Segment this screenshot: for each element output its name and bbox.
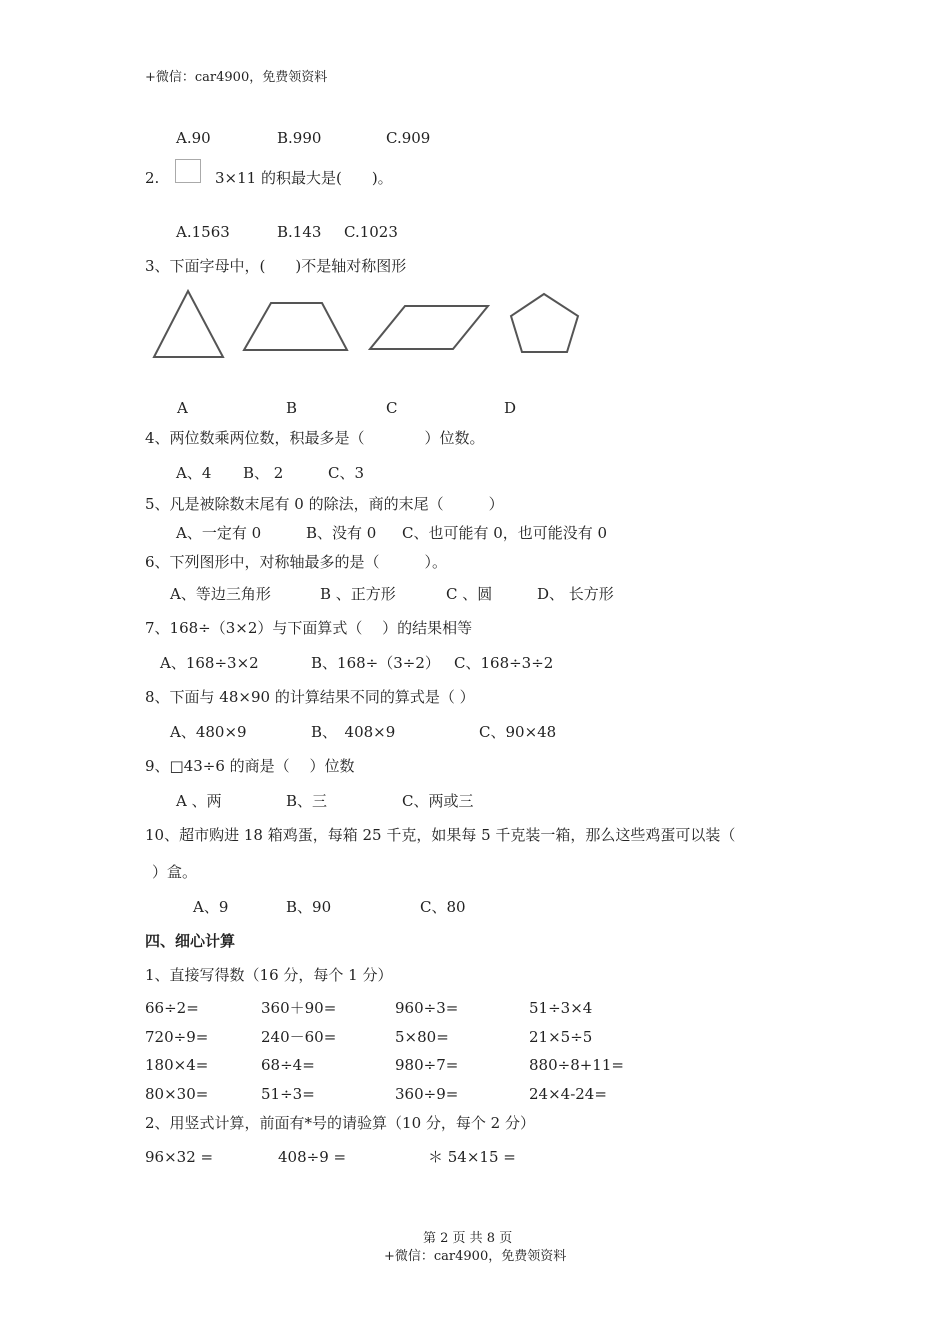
- calc-r4-c2: 51÷3=: [261, 1085, 315, 1103]
- q9-option-a: A 、两: [176, 792, 222, 810]
- q7-text: 7、168÷（3×2）与下面算式（ ）的结果相等: [145, 619, 473, 637]
- section4-sub1-text: 1、直接写得数（16 分，每个 1 分）: [145, 966, 393, 984]
- q7-option-a: A、168÷3×2: [160, 654, 259, 672]
- q3-label-b: B: [286, 399, 298, 417]
- q6-option-c: C 、圆: [446, 585, 493, 603]
- q8-option-a: A、480×9: [170, 723, 247, 741]
- q5-option-c: C、也可能有 0，也可能没有 0: [402, 524, 608, 542]
- vertical-calc-3: ＊ 54×15 =: [428, 1148, 516, 1166]
- q2-blank-box: [175, 159, 201, 183]
- q8-option-c: C、90×48: [479, 723, 557, 741]
- q6-option-a: A、等边三角形: [170, 585, 271, 603]
- triangle-shape: [150, 285, 230, 365]
- section4-sub2: 2、用竖式计算，前面有*号的请验算（10 分，每个 2 分）: [145, 1114, 535, 1132]
- calc-r1-c3: 960÷3=: [395, 999, 459, 1017]
- q5-option-b: B、没有 0: [306, 524, 377, 542]
- q1-option-c: C.909: [386, 129, 431, 147]
- pentagon-shape: [508, 290, 582, 358]
- calc-r2-c4: 21×5÷5: [529, 1028, 593, 1046]
- q7-option-b: B、168÷（3÷2）: [311, 654, 440, 672]
- q5-text: 5、凡是被除数末尾有 0 的除法，商的末尾（ ）: [145, 495, 504, 513]
- calc-r3-c1: 180×4=: [145, 1056, 209, 1074]
- q6-text: 6、下列图形中，对称轴最多的是（ ）。: [145, 553, 448, 571]
- q8-text: 8、下面与 48×90 的计算结果不同的算式是（ ）: [145, 688, 475, 706]
- q9-option-b: B、三: [286, 792, 328, 810]
- calc-r3-c2: 68÷4=: [261, 1056, 315, 1074]
- q10-text-line1: 10、超市购进 18 箱鸡蛋，每箱 25 千克，如果每 5 千克装一箱，那么这些鸡蛋可以装（: [145, 826, 736, 844]
- q2-option-b: B.143: [277, 223, 322, 241]
- calc-r4-c1: 80×30=: [145, 1085, 209, 1103]
- q9-option-c: C、两或三: [402, 792, 474, 810]
- section4-title: 四、细心计算: [145, 932, 236, 950]
- calc-r2-c2: 240－60=: [261, 1028, 337, 1046]
- calc-r4-c3: 360÷9=: [395, 1085, 459, 1103]
- q3-label-c: C: [386, 399, 398, 417]
- q1-option-b: B.990: [277, 129, 322, 147]
- calc-r2-c3: 5×80=: [395, 1028, 449, 1046]
- q6-option-d: D、 长方形: [537, 585, 614, 603]
- q6-option-b: B 、正方形: [320, 585, 396, 603]
- calc-r3-c4: 880÷8+11=: [529, 1056, 624, 1074]
- parallelogram-shape: [366, 300, 492, 354]
- q5-option-a: A、一定有 0: [176, 524, 262, 542]
- q3-label-d: D: [504, 399, 517, 417]
- q4-option-c: C、3: [328, 464, 365, 482]
- calc-r1-c2: 360＋90=: [261, 999, 337, 1017]
- vertical-calc-1: 96×32 =: [145, 1148, 214, 1166]
- section4-sub1: [145, 965, 392, 985]
- q2-option-c: C.1023: [344, 223, 398, 241]
- q2-text: 3×11 的积最大是( )。: [215, 169, 393, 187]
- header-watermark: +微信：car4900，免费领资料: [145, 70, 328, 85]
- q4-option-b: B、 2: [243, 464, 284, 482]
- q4-option-a: A、4: [176, 464, 212, 482]
- q10-option-a: A、9: [193, 898, 229, 916]
- q8-option-b: B、 408×9: [311, 723, 396, 741]
- q10-text-line2: ）盒。: [152, 863, 198, 881]
- q10-option-b: B、90: [286, 898, 332, 916]
- q7-option-c: C、168÷3÷2: [454, 654, 554, 672]
- q1-option-a: A.90: [176, 129, 211, 147]
- vertical-calc-2: 408÷9 =: [278, 1148, 347, 1166]
- q4-text: 4、两位数乘两位数，积最多是（ ）位数。: [145, 429, 485, 447]
- trapezoid-shape: [240, 298, 352, 356]
- calc-r2-c1: 720÷9=: [145, 1028, 209, 1046]
- q3-label-a: A: [177, 399, 188, 417]
- calc-r4-c4: 24×4-24=: [529, 1085, 607, 1103]
- calc-r3-c3: 980÷7=: [395, 1056, 459, 1074]
- q3-text: 3、下面字母中，( )不是轴对称图形: [145, 257, 407, 275]
- q2-number: 2.: [145, 169, 160, 187]
- q10-option-c: C、80: [420, 898, 466, 916]
- q2-option-a: A.1563: [176, 223, 230, 241]
- page-number: 第 2 页 共 8 页: [423, 1231, 513, 1246]
- calc-r1-c4: 51÷3×4: [529, 999, 593, 1017]
- footer-watermark: +微信：car4900，免费领资料: [384, 1249, 567, 1264]
- q9-text: 9、□43÷6 的商是（ ）位数: [145, 757, 355, 775]
- calc-r1-c1: 66÷2=: [145, 999, 199, 1017]
